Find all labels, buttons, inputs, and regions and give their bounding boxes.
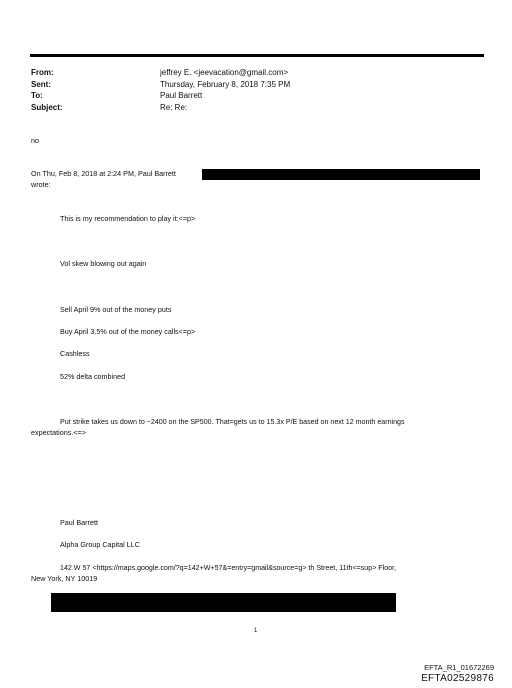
redaction-email: [202, 169, 480, 180]
body-paragraph-1: This is my recommendation to play it:<=p>: [60, 214, 196, 223]
subject-value: Re: Re:: [160, 102, 188, 112]
body-paragraph-5: Cashless: [60, 349, 90, 358]
body-paragraph-4: Buy April 3.5% out of the money calls<=p>: [60, 327, 196, 336]
from-label: From:: [31, 68, 54, 78]
email-header: [31, 67, 471, 113]
sent-label: Sent:: [31, 79, 51, 89]
reply-text: no: [31, 136, 39, 145]
signature-address-line2: New York, NY 10019: [31, 574, 98, 583]
to-value: Paul Barrett: [160, 91, 203, 101]
sent-value: Thursday, February 8, 2018 7:35 PM: [160, 79, 291, 89]
page-number: 1: [254, 628, 258, 634]
body-paragraph-2: Vol skew blowing out again: [60, 259, 147, 268]
quote-intro-line1: On Thu, Feb 8, 2018 at 2:24 PM, Paul Barrett: [31, 169, 176, 178]
to-label: To:: [31, 91, 43, 101]
quote-intro-line2: wrote:: [31, 180, 51, 189]
signature-address-line1: 142 W 57 <https://maps.google.com/?q=142+W+57&=entry=gmail&source=g> th Street, 11th<=sup> Floor,: [60, 564, 397, 572]
document-id-large: EFTA02529876: [421, 673, 494, 684]
header-sent-row: [31, 79, 471, 91]
redaction-block: [51, 593, 396, 612]
header-to-row: [31, 90, 471, 102]
header-subject-row: [31, 102, 471, 114]
header-divider: [30, 54, 484, 57]
document-id-small: EFTA_R1_01672269: [424, 663, 494, 672]
subject-label: Subject:: [31, 102, 63, 112]
body-paragraph-7-line2: expectations.<=>: [31, 428, 86, 437]
body-paragraph-3: Sell April 9% out of the money puts: [60, 305, 172, 314]
signature-name: Paul Barrett: [60, 518, 98, 527]
body-paragraph-7-line1: Put strike takes us down to ~2400 on the SP500. That=gets us to 15.3x P/E based on next 12 month earnings: [60, 418, 405, 426]
from-value: jeffrey E. <jeevacation@gmail.com>: [160, 68, 289, 78]
signature-company: Alpha Group Capital LLC: [60, 540, 140, 549]
body-paragraph-6: 52% delta combined: [60, 372, 126, 381]
header-from-row: [31, 67, 471, 79]
